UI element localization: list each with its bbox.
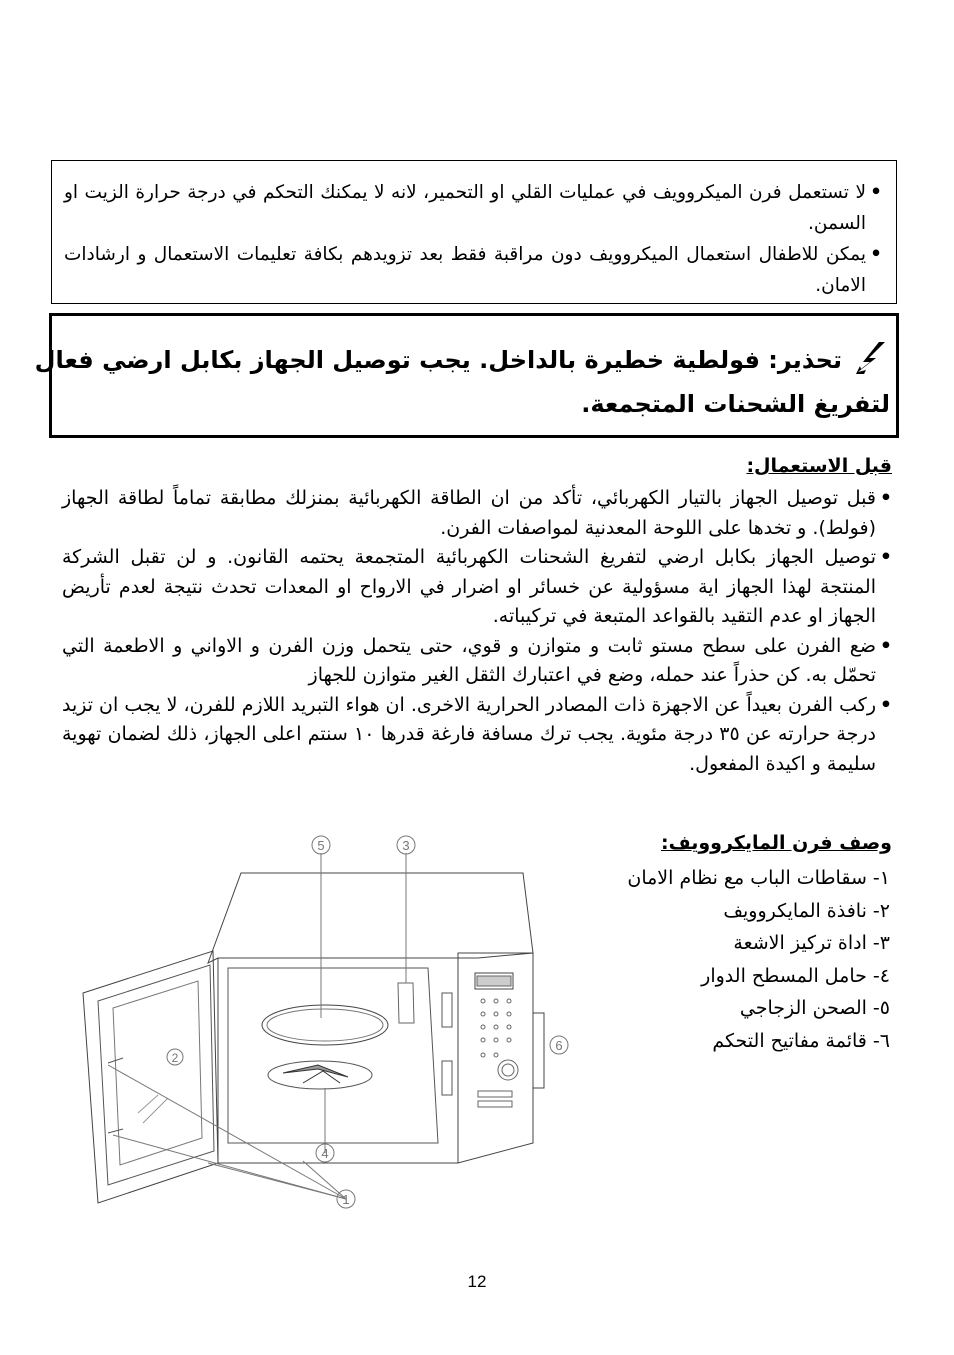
callout-2 <box>167 1049 183 1065</box>
description-heading: وصف فرن المايكروويف: <box>660 832 892 854</box>
callout-6 <box>550 1036 568 1054</box>
callout-5 <box>312 836 330 854</box>
parts-list <box>570 862 890 1057</box>
voltage-warning-box <box>34 313 899 438</box>
before-use-item: • ضع الفرن على سطح مستو ثابت و متوازن و قوي، حتى يتحمل وزن الفرن و الاواني و الاطعمة التي تحمّل به. كن حذراً عند حمله، وضع في اعتبارك الثقل الغير متوازن للجهاز <box>62 634 892 686</box>
before-use-item: • ركب الفرن بعيداً عن الاجهزة ذات المصادر الحرارية الاخرى. ان هواء التبريد اللازم للفرن، لا يجب ان تزيد درجة حرارته عن ٣٥ درجة مئوية. يجب ترك مسافة فارغة قدرها ١٠ سنتم اعلى الجهاز، ذلك لضمان تهوية سليمة و اكيدة المفعول. <box>61 693 892 775</box>
callout-3 <box>397 836 415 854</box>
warning-line-2 <box>58 382 890 426</box>
svg-text:4: 4 <box>321 1146 329 1161</box>
before-use-item: • قبل توصيل الجهاز بالتيار الكهربائي، تأكد من ان الطاقة الكهربائية بمنزلك مطابقة تماماً لطاقة الجهاز (فولط). و تخدها على اللوحة المعدنية لمواصفات الفرن. <box>62 487 892 539</box>
warning-line-1 <box>34 338 890 382</box>
microwave-diagram <box>78 833 578 1213</box>
svg-text:2: 2 <box>171 1051 179 1065</box>
warning-text-line-1: تحذير: فولطية خطيرة بالداخل. يجب توصيل الجهاز بكابل ارضي فعال <box>34 346 842 374</box>
callout-4 <box>316 1144 334 1162</box>
parts-list-item: ٤- حامل المسطح الدوار <box>701 964 890 987</box>
before-use-list <box>62 484 892 779</box>
svg-text:5: 5 <box>317 838 325 853</box>
before-use-item: • توصيل الجهاز بكابل ارضي لتفريغ الشحنات الكهربائية المتجمعة يحتمه القانون. و لن تقبل الشركة المنتجة لهذا الجهاز اية مسؤولية عن خسائر او اضرار في الارواح او المعدات تحدث نتيجة لعدم تأريض الجهاز او عدم التقيد بالقواعد المتبعة في تركيباته. <box>62 546 892 627</box>
parts-list-item: ٥- الصحن الزجاجي <box>739 997 890 1019</box>
safety-note-text: يمكن للاطفال استعمال الميكروويف دون مراقبة فقط بعد تزويدهم بكافة تعليمات الاستعمال و ارشادات الامان. <box>64 244 866 296</box>
parts-list-item: ٢- نافذة المايكروويف <box>723 899 890 922</box>
parts-list-item: ٦- قائمة مفاتيح التحكم <box>712 1029 890 1052</box>
svg-text:1: 1 <box>342 1192 350 1207</box>
safety-note: • يمكن للاطفال استعمال الميكروويف دون مراقبة فقط بعد تزويدهم بكافة تعليمات الاستعمال و ارشادات الامان. <box>64 244 882 296</box>
svg-text:3: 3 <box>402 838 410 853</box>
before-use-item-text: توصيل الجهاز بكابل ارضي لتفريغ الشحنات الكهربائية المتجمعة يحتمه القانون. و لن تقبل الشركة المنتجة لهذا الجهاز اية مسؤولية عن خسائر او اضرار في الارواح او المعدات تحدث نتيجة لعدم تأريض الجهاز او عدم التقيد بالقواعد المتبعة في تركيباته. <box>62 546 876 627</box>
safety-note: • لا تستعمل فرن الميكروويف في عمليات القلي او التحمير، لانه لا يمكنك التحكم في درجة حرارة الزيت او السمن. <box>64 182 882 234</box>
lightning-bolt-icon <box>852 340 890 374</box>
parts-list-item: ٣- اداة تركيز الاشعة <box>733 932 890 954</box>
before-use-heading: قبل الاستعمال: <box>746 455 892 477</box>
safety-notes-box <box>51 160 897 304</box>
safety-note-text: لا تستعمل فرن الميكروويف في عمليات القلي او التحمير، لانه لا يمكنك التحكم في درجة حرارة الزيت او السمن. <box>64 182 866 234</box>
parts-list-item: ١- سقاطات الباب مع نظام الامان <box>627 867 890 889</box>
warning-text-line-2: لتفريغ الشحنات المتجمعة. <box>581 390 890 418</box>
before-use-item-text: ضع الفرن على سطح مستو ثابت و متوازن و قوي، حتى يتحمل وزن الفرن و الاواني و الاطعمة التي تحمّل به. كن حذراً عند حمله، وضع في اعتبارك الثقل الغير متوازن للجهاز <box>62 634 876 686</box>
before-use-item-text: ركب الفرن بعيداً عن الاجهزة ذات المصادر الحرارية الاخرى. ان هواء التبريد اللازم للفرن، لا يجب ان تزيد درجة حرارته عن ٣٥ درجة مئوية. يجب ترك مسافة فارغة قدرها ١٠ سنتم اعلى الجهاز، ذلك لضمان تهوية سليمة و اكيدة المفعول. <box>61 693 876 775</box>
before-use-item-text: قبل توصيل الجهاز بالتيار الكهربائي، تأكد من ان الطاقة الكهربائية بمنزلك مطابقة تماماً لطاقة الجهاز (فولط). و تخدها على اللوحة المعدنية لمواصفات الفرن. <box>62 487 876 539</box>
page-number: 12 <box>467 1272 487 1291</box>
svg-text:6: 6 <box>555 1038 563 1053</box>
callout-1 <box>337 1190 355 1208</box>
